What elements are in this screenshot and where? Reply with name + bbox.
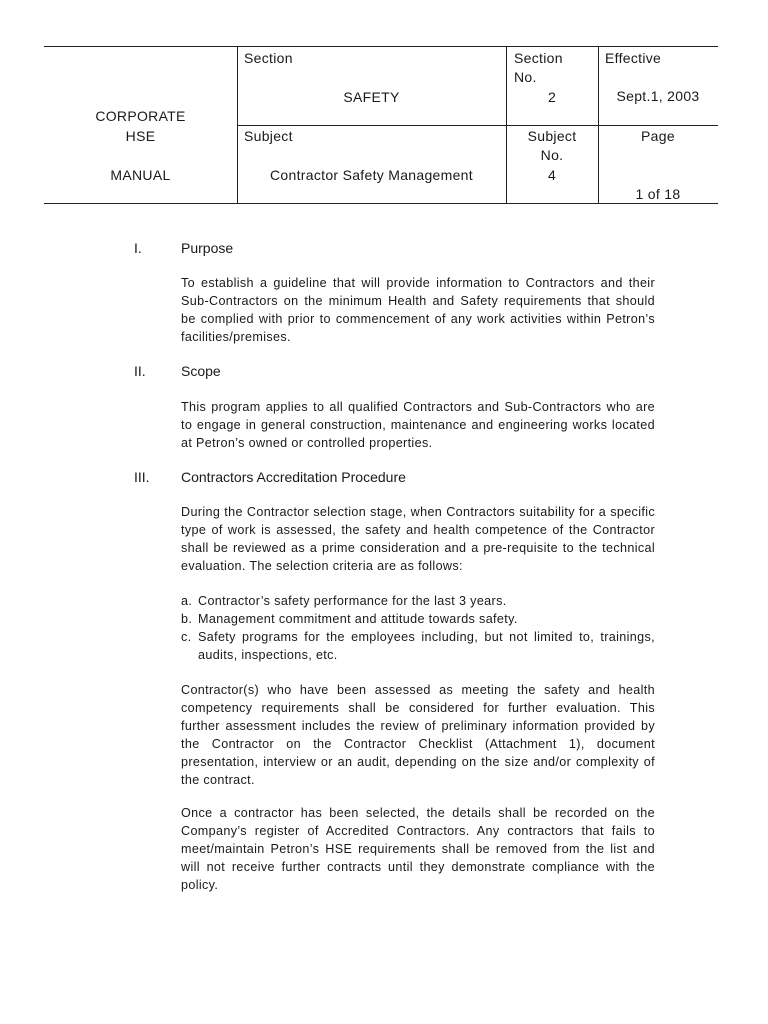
list-item bbox=[181, 592, 655, 610]
subject-no-value: 4 bbox=[547, 167, 557, 183]
list-item bbox=[181, 628, 655, 664]
accreditation-paragraph-2: Contractor(s) who have been assessed as meeting the safety and health competency requirements shall be considered for further evaluation. This further assessment includes the review of preliminary information provided by the Contractor on the Contractor Checklist (Attachment 1), document presentation, interview or an audit, depending on the size and/or complexity of the contract. bbox=[181, 683, 655, 787]
selection-criteria-list bbox=[181, 592, 655, 664]
list-item-text: Contractor’s safety performance for the last 3 years. bbox=[198, 594, 507, 608]
subject-no-label: Subject bbox=[527, 128, 577, 144]
section-number: II. bbox=[134, 363, 146, 379]
list-item bbox=[181, 610, 655, 628]
purpose-paragraph: To establish a guideline that will provide information to Contractors and their Sub-Contractors on the minimum Health and Safety requirements that should be complied with prior to commencement of any work activities within Petron’s facilities/premises. bbox=[181, 276, 655, 344]
accreditation-paragraph-3: Once a contractor has been selected, the details shall be recorded on the Company’s register of Accredited Contractors. Any contractors that fails to meet/maintain Petron’s HSE requirements shall be removed from the list and will not receive further contracts until they demonstrate compliance with the policy. bbox=[181, 806, 655, 892]
section-title-purpose: Purpose bbox=[181, 240, 234, 256]
page-value: 1 of 18 bbox=[635, 186, 681, 202]
list-item-text: Safety programs for the employees including, but not limited to, trainings, audits, inspections, etc. bbox=[198, 630, 655, 662]
document-header-table bbox=[44, 46, 718, 204]
section-no-value: 2 bbox=[547, 89, 557, 105]
section-value: SAFETY bbox=[343, 89, 400, 105]
hse-label: HSE bbox=[125, 128, 156, 144]
header-top-rule bbox=[44, 46, 718, 47]
manual-label: MANUAL bbox=[110, 167, 171, 183]
list-item-text: Management commitment and attitude towards safety. bbox=[198, 612, 518, 626]
effective-value: Sept.1, 2003 bbox=[616, 88, 700, 104]
page-label: Page bbox=[641, 128, 675, 144]
section-no-label-2: No. bbox=[514, 69, 537, 85]
section-title-scope: Scope bbox=[181, 363, 221, 379]
scope-paragraph: This program applies to all qualified Contractors and Sub-Contractors who are to engage in general construction, maintenance and engineering works located at Petron’s owned or controlled properties. bbox=[181, 400, 655, 450]
effective-label: Effective bbox=[605, 50, 662, 66]
subject-label: Subject bbox=[244, 128, 293, 144]
section-number: I. bbox=[134, 240, 142, 256]
corporate-label: CORPORATE bbox=[95, 108, 186, 124]
section-title-accreditation: Contractors Accreditation Procedure bbox=[181, 469, 406, 485]
section-no-label: Section bbox=[514, 50, 563, 66]
list-marker: a. bbox=[181, 594, 193, 608]
subject-no-label-2: No. bbox=[540, 147, 564, 163]
list-marker: c. bbox=[181, 630, 192, 644]
accreditation-paragraph-1: During the Contractor selection stage, when Contractors suitability for a specific type of work is assessed, the safety and health competence of the Contractor shall be reviewed as a prime consideration and a pre-requisite to the technical evaluation. The selection criteria are as follows: bbox=[181, 505, 655, 573]
section-number: III. bbox=[134, 469, 150, 485]
subject-value: Contractor Safety Management bbox=[270, 167, 473, 183]
list-marker: b. bbox=[181, 612, 193, 626]
header-divider-3 bbox=[598, 46, 599, 204]
section-label: Section bbox=[244, 50, 293, 66]
